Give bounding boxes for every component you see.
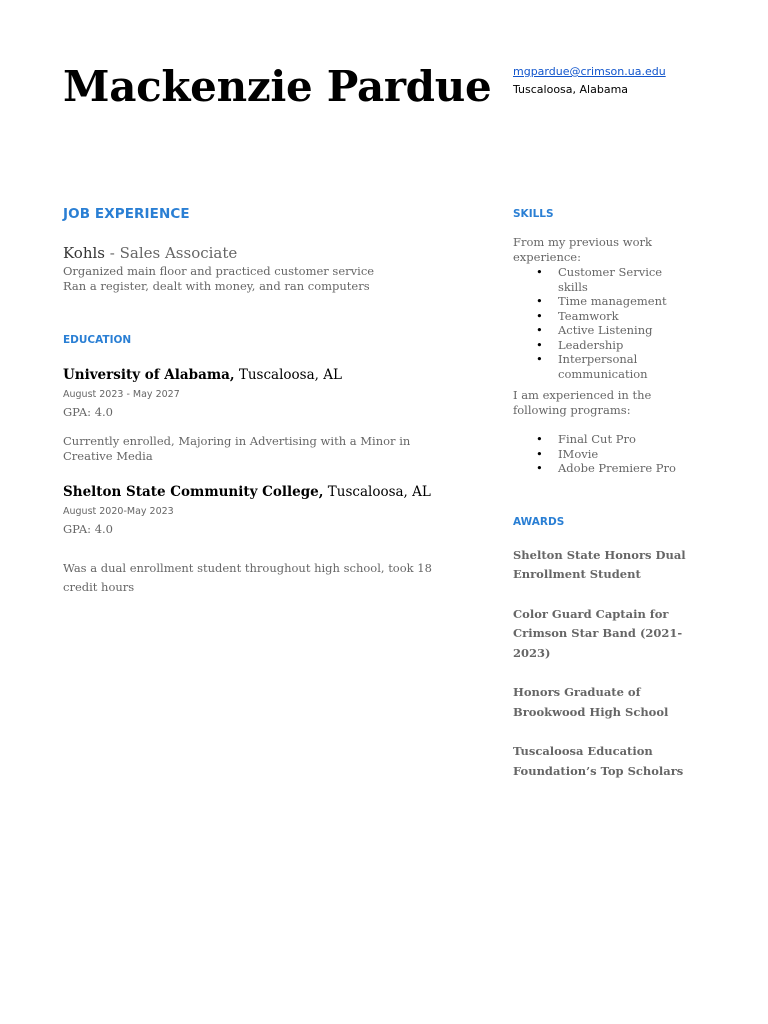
school-2-name: Shelton State Community College,	[63, 484, 324, 500]
school-1-title	[63, 367, 458, 383]
job-experience-heading: JOB EXPERIENCE	[63, 206, 190, 222]
school-2-dates: August 2020-May 2023	[63, 506, 174, 517]
awards-heading: AWARDS	[513, 515, 565, 528]
school-1-note: Currently enrolled, Majoring in Advertising with a Minor in Creative Media	[63, 434, 411, 463]
job-role: Sales Associate	[119, 244, 238, 262]
job-description	[63, 264, 458, 294]
list-item: • Leadership	[558, 338, 688, 353]
list-item: • Adobe Premiere Pro	[558, 461, 688, 476]
email-link[interactable]: mgpardue@crimson.ua.edu	[513, 65, 666, 78]
programs-list	[513, 432, 688, 476]
skills-intro: From my previous work experience:	[513, 235, 652, 264]
job-separator: -	[105, 244, 120, 262]
school-1-gpa: GPA: 4.0	[63, 405, 113, 419]
award-item: Shelton State Honors Dual Enrollment Student	[513, 547, 686, 581]
job-title	[63, 244, 458, 262]
school-2-location: Tuscaloosa, AL	[323, 484, 431, 500]
left-column	[63, 206, 458, 596]
list-item: • Customer Service skills	[558, 265, 688, 294]
list-item: • Final Cut Pro	[558, 432, 688, 447]
resume-name: Mackenzie Pardue	[63, 62, 492, 111]
job-company: Kohls	[63, 244, 105, 262]
list-item: • IMovie	[558, 447, 688, 462]
list-item: • Interpersonal communication	[558, 352, 688, 381]
school-2-title	[63, 484, 458, 500]
programs-intro: I am experienced in the following programs:	[513, 388, 652, 417]
award-item: Tuscaloosa Education Foundation’s Top Scholars	[513, 744, 684, 778]
school-1-dates: August 2023 - May 2027	[63, 389, 180, 400]
list-item: • Active Listening	[558, 323, 688, 338]
right-column	[513, 206, 688, 781]
location-text: Tuscaloosa, Alabama	[513, 83, 629, 96]
award-item: Color Guard Captain for Crimson Star Band (2021-2023)	[513, 606, 683, 660]
school-2-gpa: GPA: 4.0	[63, 522, 113, 536]
education-heading: EDUCATION	[63, 334, 132, 346]
job-description-line: Organized main floor and practiced customer service	[63, 264, 375, 278]
skills-list	[513, 265, 688, 381]
school-1-location: Tuscaloosa, AL	[234, 367, 342, 383]
list-item: • Time management	[558, 294, 688, 309]
school-2-note: Was a dual enrollment student throughout high school, took 18 credit hours	[63, 561, 432, 594]
contact-block	[513, 63, 666, 99]
skills-heading: SKILLS	[513, 208, 554, 220]
job-description-line: Ran a register, dealt with money, and ran computers	[63, 279, 370, 293]
award-item: Honors Graduate of Brookwood High School	[513, 685, 669, 719]
school-1-name: University of Alabama,	[63, 367, 235, 383]
list-item: • Teamwork	[558, 309, 688, 324]
